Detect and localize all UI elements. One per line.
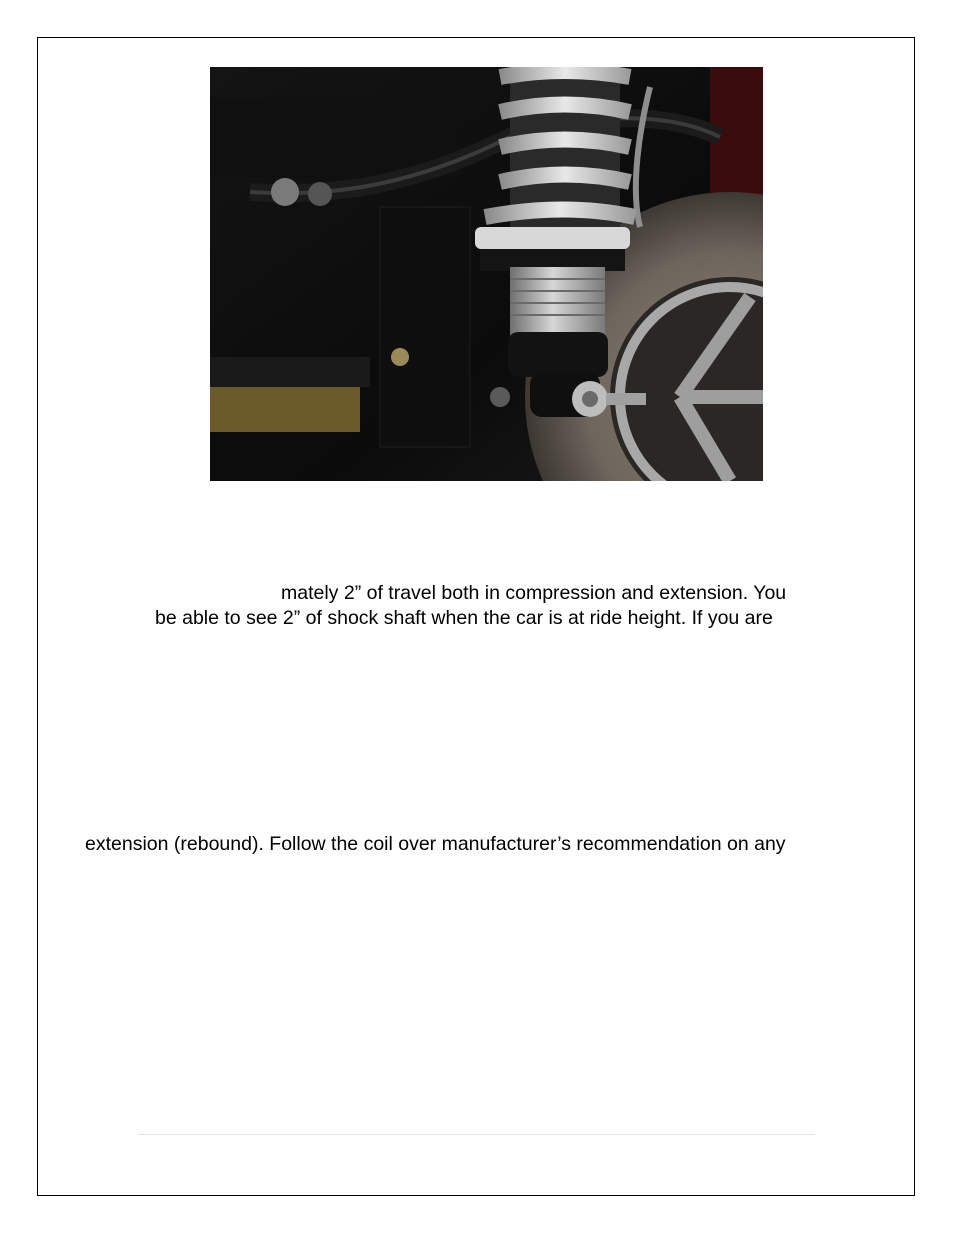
body-text-line-3: extension (rebound). Follow the coil over manufacturer’s recommendation on any (85, 833, 786, 855)
coilover-photo (210, 67, 763, 481)
body-text-line-2: be able to see 2” of shock shaft when the car is at ride height. If you are (155, 607, 773, 629)
body-text-line-1: mately 2” of travel both in compression and extension. You (281, 582, 787, 604)
footer-rule (138, 1134, 815, 1135)
